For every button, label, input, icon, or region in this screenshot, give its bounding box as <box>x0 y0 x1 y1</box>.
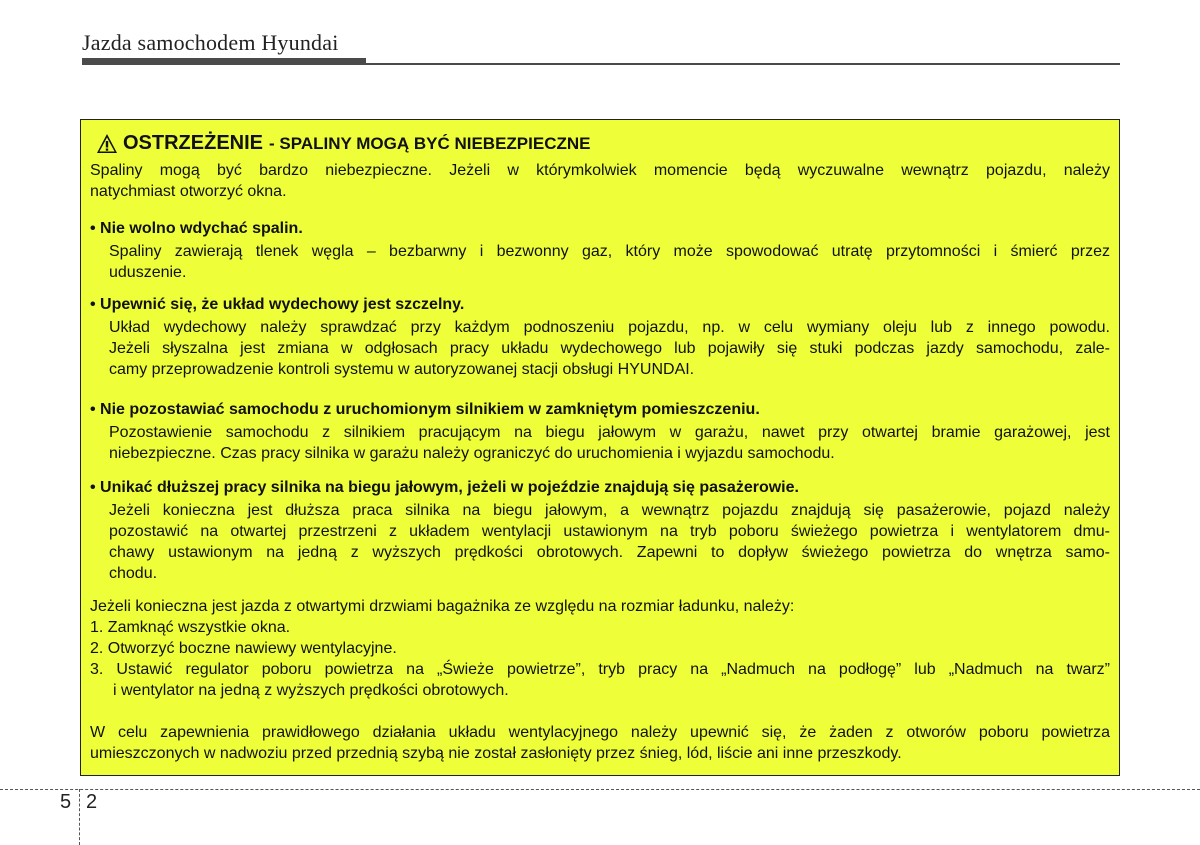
final-note-line-2: umieszczonych w nadwoziu przed przednią szybą nie został zasłonięty przez śnieg, lód, liście ani inne przeszkody. <box>90 745 902 762</box>
header-rule-thin <box>366 63 1120 65</box>
intro-line-2: natychmiast otworzyć okna. <box>90 183 287 200</box>
page-number: 2 <box>86 791 98 813</box>
step-1: 1. Zamknąć wszystkie okna. <box>90 619 291 636</box>
section-4-line-1: Jeżeli konieczna jest dłuższa praca silnika na biegu jałowym, a wewnątrz pojazdu znajdują się pasażerowie, pojazd należy <box>109 502 1110 519</box>
section-4-line-4: chodu. <box>109 565 158 582</box>
footer-divider <box>0 789 1200 790</box>
section-3-heading: • Nie pozostawiać samochodu z uruchomionym silnikiem w zamkniętym pomieszczeniu. <box>90 401 760 418</box>
section-1-heading: • Nie wolno wdychać spalin. <box>90 220 303 237</box>
warning-box <box>80 119 1120 776</box>
section-2-line-1: Układ wydechowy należy sprawdzać przy każdym podnoszeniu pojazdu, np. w celu wymiany oleju lub z innego powodu. <box>109 319 1110 336</box>
section-4-line-3: chawy ustawionym na jedną z wyższych prędkości obrotowych. Zapewni to dopływ świeżego powietrza do wnętrza samo- <box>109 544 1110 561</box>
warning-heading <box>96 132 590 155</box>
section-2-line-3: camy przeprowadzenie kontroli systemu w autoryzowanej stacji obsługi HYUNDAI. <box>109 361 695 378</box>
section-4-heading: • Unikać dłuższej pracy silnika na biegu jałowym, jeżeli w pojeździe znajdują się pasażerowie. <box>90 479 799 496</box>
section-number: 5 <box>60 791 72 813</box>
header-rule-thick <box>82 58 366 65</box>
open-trunk-intro: Jeżeli konieczna jest jazda z otwartymi drzwiami bagażnika ze względu na rozmiar ładunku, należy: <box>90 598 795 615</box>
section-2-heading: • Upewnić się, że układ wydechowy jest szczelny. <box>90 296 465 313</box>
intro-line-1: Spaliny mogą być bardzo niebezpieczne. Jeżeli w którymkolwiek momencie będą wyczuwalne wewnątrz pojazdu, należy <box>90 162 1110 179</box>
warning-subtitle: - SPALINY MOGĄ BYĆ NIEBEZPIECZNE <box>269 133 591 153</box>
step-2: 2. Otworzyć boczne nawiewy wentylacyjne. <box>90 640 397 657</box>
section-3-line-1: Pozostawienie samochodu z silnikiem pracującym na biegu jałowym w garażu, nawet przy otwartej bramie garażowej, jest <box>109 424 1110 441</box>
running-header: Jazda samochodem Hyundai <box>82 30 339 55</box>
step-3-line-1: 3. Ustawić regulator poboru powietrza na „Świeże powietrze”, tryb pracy na „Nadmuch na podłogę” lub „Nadmuch na twarz” <box>90 661 1110 678</box>
footer-vertical-divider <box>79 789 80 845</box>
section-1-line-2: uduszenie. <box>109 264 187 281</box>
section-2-line-2: Jeżeli słyszalna jest zmiana w odgłosach pracy układu wydechowego lub pojawiły się stuki podczas jazdy samochodu, zale- <box>109 340 1110 357</box>
warning-title: OSTRZEŻENIE <box>123 132 264 154</box>
section-3-line-2: niebezpieczne. Czas pracy silnika w garażu należy ograniczyć do uruchomienia i wyjazdu samochodu. <box>109 445 835 462</box>
warning-triangle-icon <box>96 133 118 154</box>
section-4-line-2: pozostawić na otwartej przestrzeni z układem wentylacji ustawionym na tryb poboru świeżego powietrza i wentylatorem dmu- <box>109 523 1110 540</box>
step-3-line-2: i wentylator na jedną z wyższych prędkości obrotowych. <box>113 682 509 699</box>
section-1-line-1: Spaliny zawierają tlenek węgla – bezbarwny i bezwonny gaz, który może spowodować utratę przytomności i śmierć przez <box>109 243 1110 260</box>
final-note-line-1: W celu zapewnienia prawidłowego działania układu wentylacyjnego należy upewnić się, że żaden z otworów poboru powietrza <box>90 724 1110 741</box>
